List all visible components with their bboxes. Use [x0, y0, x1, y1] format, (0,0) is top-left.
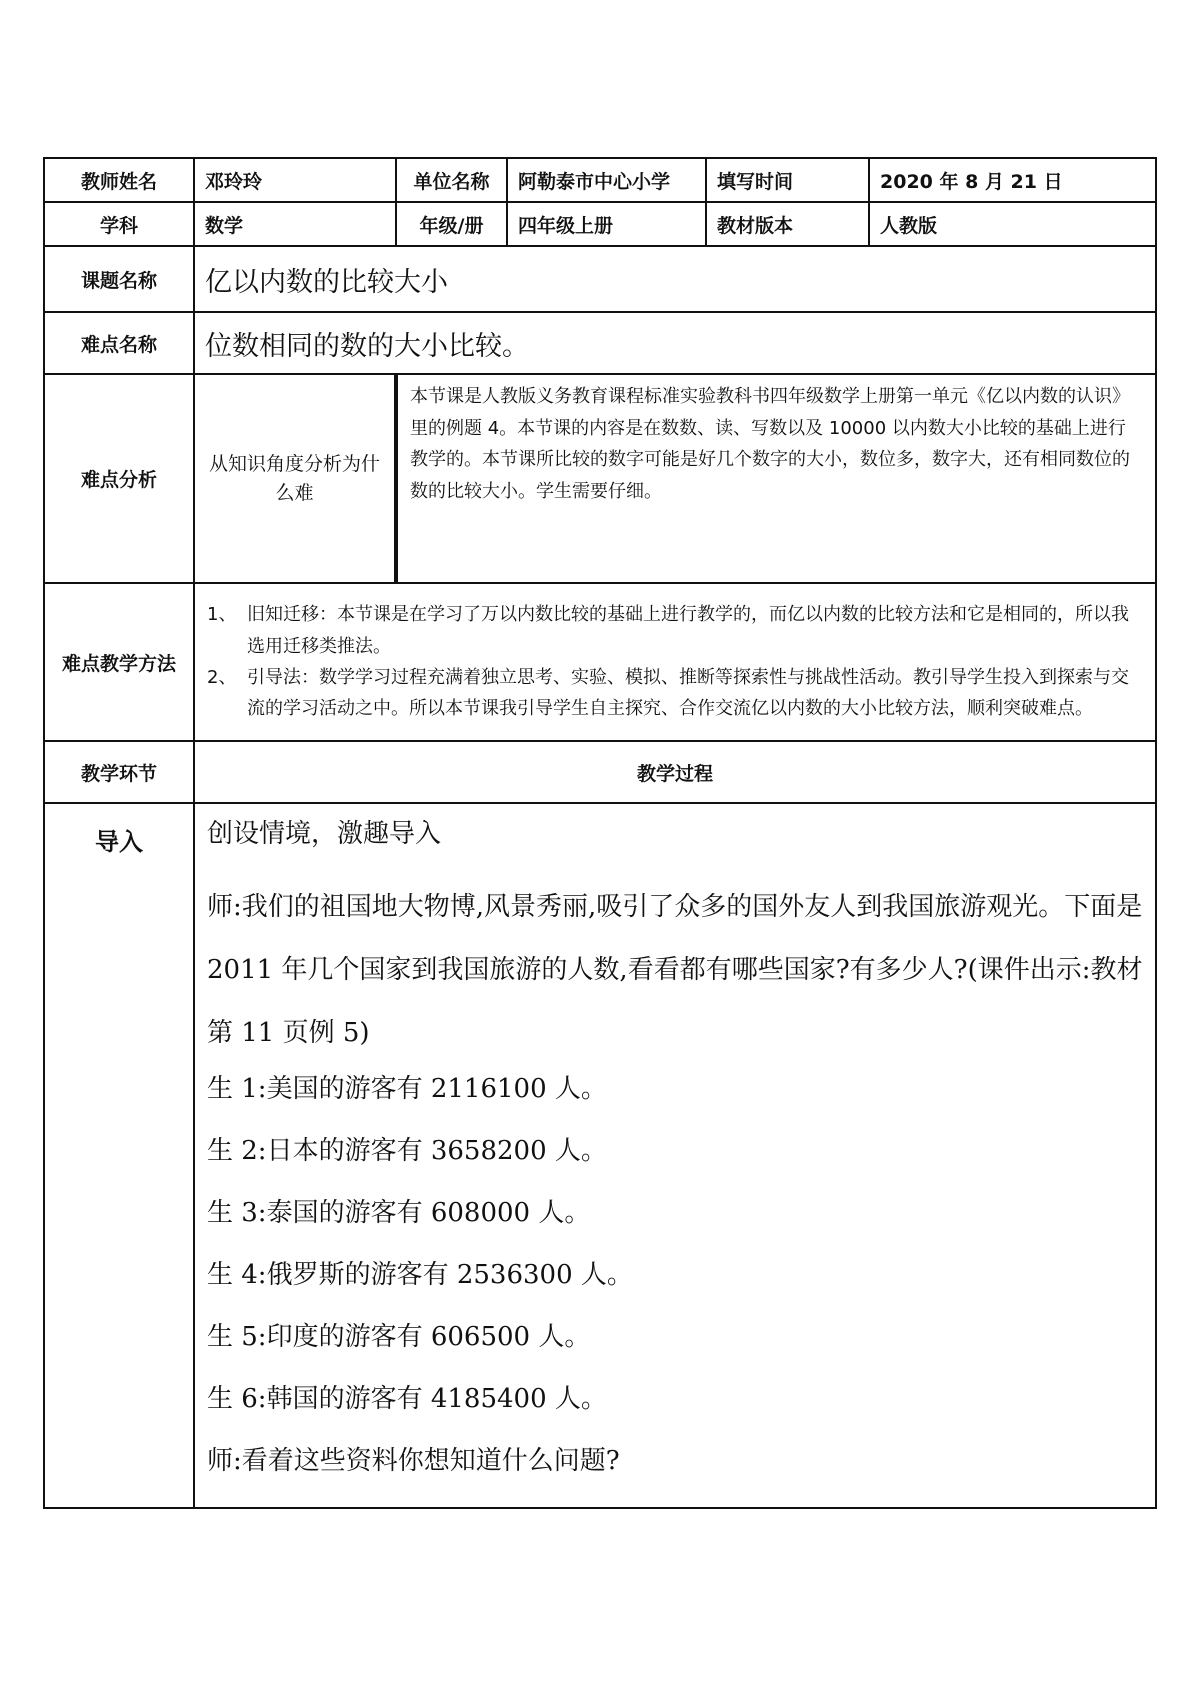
- stage-label: 教学环节: [44, 741, 194, 803]
- analysis-row: [44, 374, 1156, 583]
- analysis-sub-label: 从知识角度分析为什么难: [194, 374, 396, 583]
- lesson-plan-table: [43, 157, 1157, 1509]
- difficulty-row: [44, 312, 1156, 374]
- methods-label: 难点教学方法: [44, 583, 194, 741]
- intro-row: [44, 803, 1156, 1508]
- methods-cell: [194, 583, 1156, 741]
- methods-row: [44, 583, 1156, 741]
- methods-item-number: 1、: [207, 604, 237, 626]
- topic-value: 亿以内数的比较大小: [194, 246, 1156, 312]
- intro-content: [194, 803, 1156, 1508]
- analysis-text: 本节课是人教版义务教育课程标准实验教科书四年级数学上册第一单元《亿以内数的认识》里的例题 4。本节课的内容是在数数、读、写数以及 10000 以内数大小比较的基础上进行教学的。本节课所比较的数字可能是好几个数字的大小，数位多，数字大，还有相同数位的数的比较大小。学生需要仔细。: [396, 374, 1156, 583]
- edition-value: 人教版: [869, 202, 1156, 246]
- subject-label: 学科: [44, 202, 194, 246]
- process-header-row: [44, 741, 1156, 803]
- intro-line: 生 3:泰国的游客有 608000 人。: [207, 1198, 591, 1228]
- methods-item-text: 旧知迁移：本节课是在学习了万以内数比较的基础上进行教学的，而亿以内数的比较方法和它是相同的，所以我选用迁移类推法。: [247, 604, 1129, 657]
- methods-item: [207, 662, 1143, 725]
- analysis-label: 难点分析: [44, 374, 194, 583]
- methods-item-number: 2、: [207, 667, 237, 688]
- info-row-1: [44, 158, 1156, 202]
- unit-label: 单位名称: [396, 158, 507, 202]
- unit-value: 阿勒泰市中心小学: [507, 158, 706, 202]
- teacher-value: 邓玲玲: [194, 158, 396, 202]
- grade-label: 年级/册: [396, 202, 507, 246]
- intro-line: 生 4:俄罗斯的游客有 2536300 人。: [207, 1260, 633, 1290]
- intro-line: 生 6:韩国的游客有 4185400 人。: [207, 1384, 607, 1414]
- teacher-label: 教师姓名: [44, 158, 194, 202]
- grade-value: 四年级上册: [507, 202, 706, 246]
- difficulty-value: 位数相同的数的大小比较。: [194, 312, 1156, 374]
- intro-line: 生 1:美国的游客有 2116100 人。: [207, 1074, 607, 1104]
- intro-line: 生 5:印度的游客有 606500 人。: [207, 1322, 591, 1352]
- edition-label: 教材版本: [706, 202, 869, 246]
- subject-value: 数学: [194, 202, 396, 246]
- info-row-2: [44, 202, 1156, 246]
- difficulty-label: 难点名称: [44, 312, 194, 374]
- methods-list: [207, 599, 1143, 724]
- intro-line: 生 2:日本的游客有 3658200 人。: [207, 1136, 607, 1166]
- intro-line: 创设情境，激趣导入: [207, 819, 442, 849]
- intro-line: 师:看着这些资料你想知道什么问题?: [207, 1446, 620, 1476]
- methods-item: [207, 599, 1143, 662]
- process-label: 教学过程: [194, 741, 1156, 803]
- methods-item-text: 引导法：数学学习过程充满着独立思考、实验、模拟、推断等探索性与挑战性活动。教引导学生投入到探索与交流的学习活动之中。所以本节课我引导学生自主探究、合作交流亿以内数的大小比较方法，顺利突破难点。: [247, 667, 1129, 720]
- lesson-plan-sheet: [43, 157, 1155, 1509]
- topic-row: [44, 246, 1156, 312]
- intro-line: 师:我们的祖国地大物博,风景秀丽,吸引了众多的国外友人到我国旅游观光。下面是 2011 年几个国家到我国旅游的人数,看看都有哪些国家?有多少人?(课件出示:教材第 11 页例 5): [207, 892, 1143, 1048]
- intro-label: 导入: [44, 803, 194, 1508]
- date-label: 填写时间: [706, 158, 869, 202]
- date-value: 2020 年 8 月 21 日: [869, 158, 1156, 202]
- topic-label: 课题名称: [44, 246, 194, 312]
